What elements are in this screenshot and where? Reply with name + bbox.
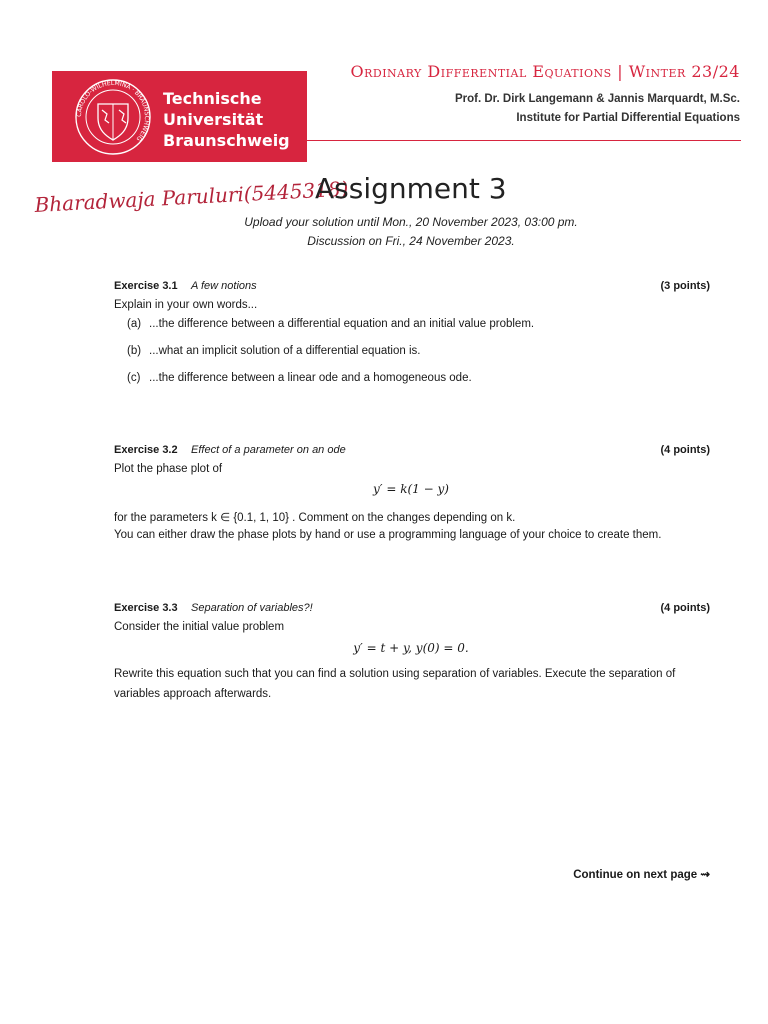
institute: Institute for Partial Differential Equations xyxy=(516,112,740,124)
header-divider xyxy=(307,140,741,141)
exercise-3-1-header xyxy=(114,280,710,296)
exercise-3-1-item-b xyxy=(127,345,420,357)
university-logo xyxy=(52,71,307,162)
upload-deadline: Upload your solution until Mon., 20 November 2023, 03:00 pm. xyxy=(244,215,578,229)
exercise-points: (4 points) xyxy=(660,602,710,614)
svg-text:Bharadwaja Paruluri(5445318): Bharadwaja Paruluri(5445318) xyxy=(34,176,349,217)
exercise-points: (3 points) xyxy=(660,280,710,292)
university-name-line-3: Braunschweig xyxy=(163,131,290,150)
exercise-label: Exercise 3.1 xyxy=(114,280,178,292)
item-text: ...the difference between a differential equation and an initial value problem. xyxy=(149,318,535,330)
course-title: Ordinary Differential Equations | Winter 23/24 xyxy=(350,62,740,81)
professors: Prof. Dr. Dirk Langemann & Jannis Marquardt, M.Sc. xyxy=(454,93,740,105)
exercise-3-1-item-c xyxy=(127,372,472,384)
item-tag: (b) xyxy=(127,345,142,357)
discussion-date: Discussion on Fri., 24 November 2023. xyxy=(307,234,515,248)
university-seal-icon xyxy=(74,78,152,156)
exercise-3-3-text-2: variables approach afterwards. xyxy=(114,688,272,700)
exercise-3-1-intro: Explain in your own words... xyxy=(114,299,258,311)
item-text: ...what an implicit solution of a differential equation is. xyxy=(149,345,421,357)
exercise-topic: A few notions xyxy=(191,280,257,292)
exercise-3-2-formula: y′ = k(1 − y) xyxy=(373,482,449,496)
exercise-label: Exercise 3.3 xyxy=(114,602,178,614)
exercise-3-3-formula: y′ = t + y, y(0) = 0. xyxy=(353,641,469,655)
exercise-points: (4 points) xyxy=(660,444,710,456)
exercise-3-3-intro: Consider the initial value problem xyxy=(114,621,285,633)
exercise-3-2-text-2: You can either draw the phase plots by hand or use a programming language of your choice to create them. xyxy=(114,529,662,541)
exercise-3-2-text: for the parameters k ∈ {0.1, 1, 10} . Comment on the changes depending on k. xyxy=(114,512,516,524)
exercise-topic: Effect of a parameter on an ode xyxy=(191,444,346,456)
item-tag: (a) xyxy=(127,318,142,330)
university-name-line-1: Technische xyxy=(163,89,262,108)
continue-next-page: Continue on next page ⇝ xyxy=(573,869,710,881)
exercise-3-3-text: Rewrite this equation such that you can find a solution using separation of variables. Execute the separation of xyxy=(114,668,676,680)
assignment-title: Assignment 3 xyxy=(315,172,507,205)
exercise-3-2-intro: Plot the phase plot of xyxy=(114,463,223,475)
university-name-line-2: Universität xyxy=(163,110,264,129)
university-name xyxy=(163,88,290,151)
exercise-3-2-header xyxy=(114,444,710,460)
exercise-3-1-item-a xyxy=(127,318,534,330)
exercise-3-3-header xyxy=(114,602,710,618)
exercise-topic: Separation of variables?! xyxy=(191,602,313,614)
svg-text:CAROLO-WILHELMINA · BRAUNSCHWE: CAROLO-WILHELMINA · BRAUNSCHWEIG xyxy=(75,79,151,143)
exercise-label: Exercise 3.2 xyxy=(114,444,178,456)
item-text: ...the difference between a linear ode and a homogeneous ode. xyxy=(149,372,472,384)
item-tag: (c) xyxy=(127,372,141,384)
